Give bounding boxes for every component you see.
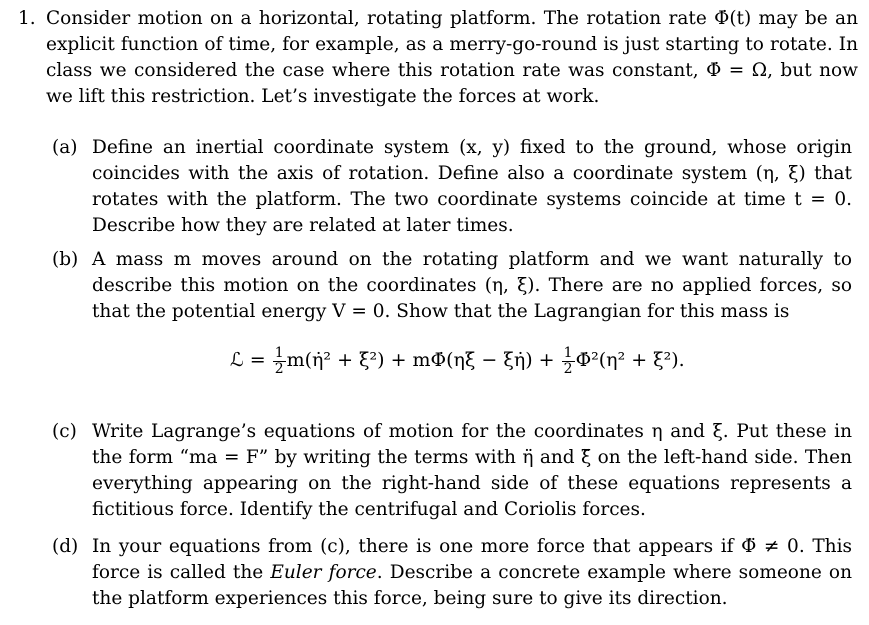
part-a-text: Define an inertial coordinate system (x, y) fixed to the ground, whose origin coincides with the axis of rotation. Define also a coordinate system (η, ξ) that rotates with the platform. The two coordinate systems coincide at time t = 0. Describe how they are related at later times. — [92, 137, 852, 236]
fraction-2-denominator: 2 — [563, 360, 573, 377]
equation-term-1: m(η̇² + ξ̇²) + mΦ̇(ηξ̇ − ξη̇) + — [286, 349, 561, 371]
part-c-label: (c) — [52, 421, 77, 442]
part-a — [52, 135, 852, 239]
equation-fraction-1 — [273, 346, 286, 377]
part-d — [52, 534, 852, 612]
fraction-1-numerator: 1 — [274, 344, 284, 361]
problem-number: 1. — [18, 8, 36, 29]
equation-lhs: ℒ = — [230, 349, 272, 371]
fraction-2-numerator: 1 — [563, 344, 573, 361]
problem-intro: Consider motion on a horizontal, rotating platform. The rotation rate Φ̇(t) may be an explicit function of time, for example, as a merry-go-round is just starting to rotate. In class we considered the case where this rotation rate was constant, Φ̇ = Ω, but now we lift this restriction. Let’s investigate the forces at work. — [46, 8, 858, 107]
fraction-1-denominator: 2 — [274, 360, 284, 377]
lagrangian-equation — [230, 345, 710, 377]
part-c-text: Write Lagrange’s equations of motion for the coordinates η and ξ. Put these in the form “ma = F” by writing the terms with η̈ and ξ̈ on the left-hand side. Then everything appearing on the right-hand side of these equations represents a fictitious force. Identify the centrifugal and Coriolis forces. — [92, 421, 852, 520]
part-d-text-before: In your equations from (c), there is one more force that appears if Φ̈ ≠ 0. This force is called the — [92, 536, 852, 583]
part-c — [52, 419, 852, 523]
equation-term-2: Φ̇²(η² + ξ²). — [575, 349, 685, 371]
part-a-label: (a) — [52, 137, 78, 158]
problem-1 — [18, 6, 858, 110]
part-b — [52, 247, 852, 325]
part-b-text: A mass m moves around on the rotating platform and we want naturally to describe this motion on the coordinates (η, ξ). There are no applied forces, so that the potential energy V = 0. Show that the Lagrangian for this mass is — [92, 249, 852, 322]
euler-force-emphasis: Euler force — [270, 562, 377, 583]
part-d-text-after: . Describe a concrete example where someone on the platform experiences this force, being sure to give its direction. — [92, 562, 852, 609]
part-d-label: (d) — [52, 536, 79, 557]
part-d-text — [92, 534, 852, 612]
equation-fraction-2 — [562, 346, 575, 377]
part-b-label: (b) — [52, 249, 79, 270]
